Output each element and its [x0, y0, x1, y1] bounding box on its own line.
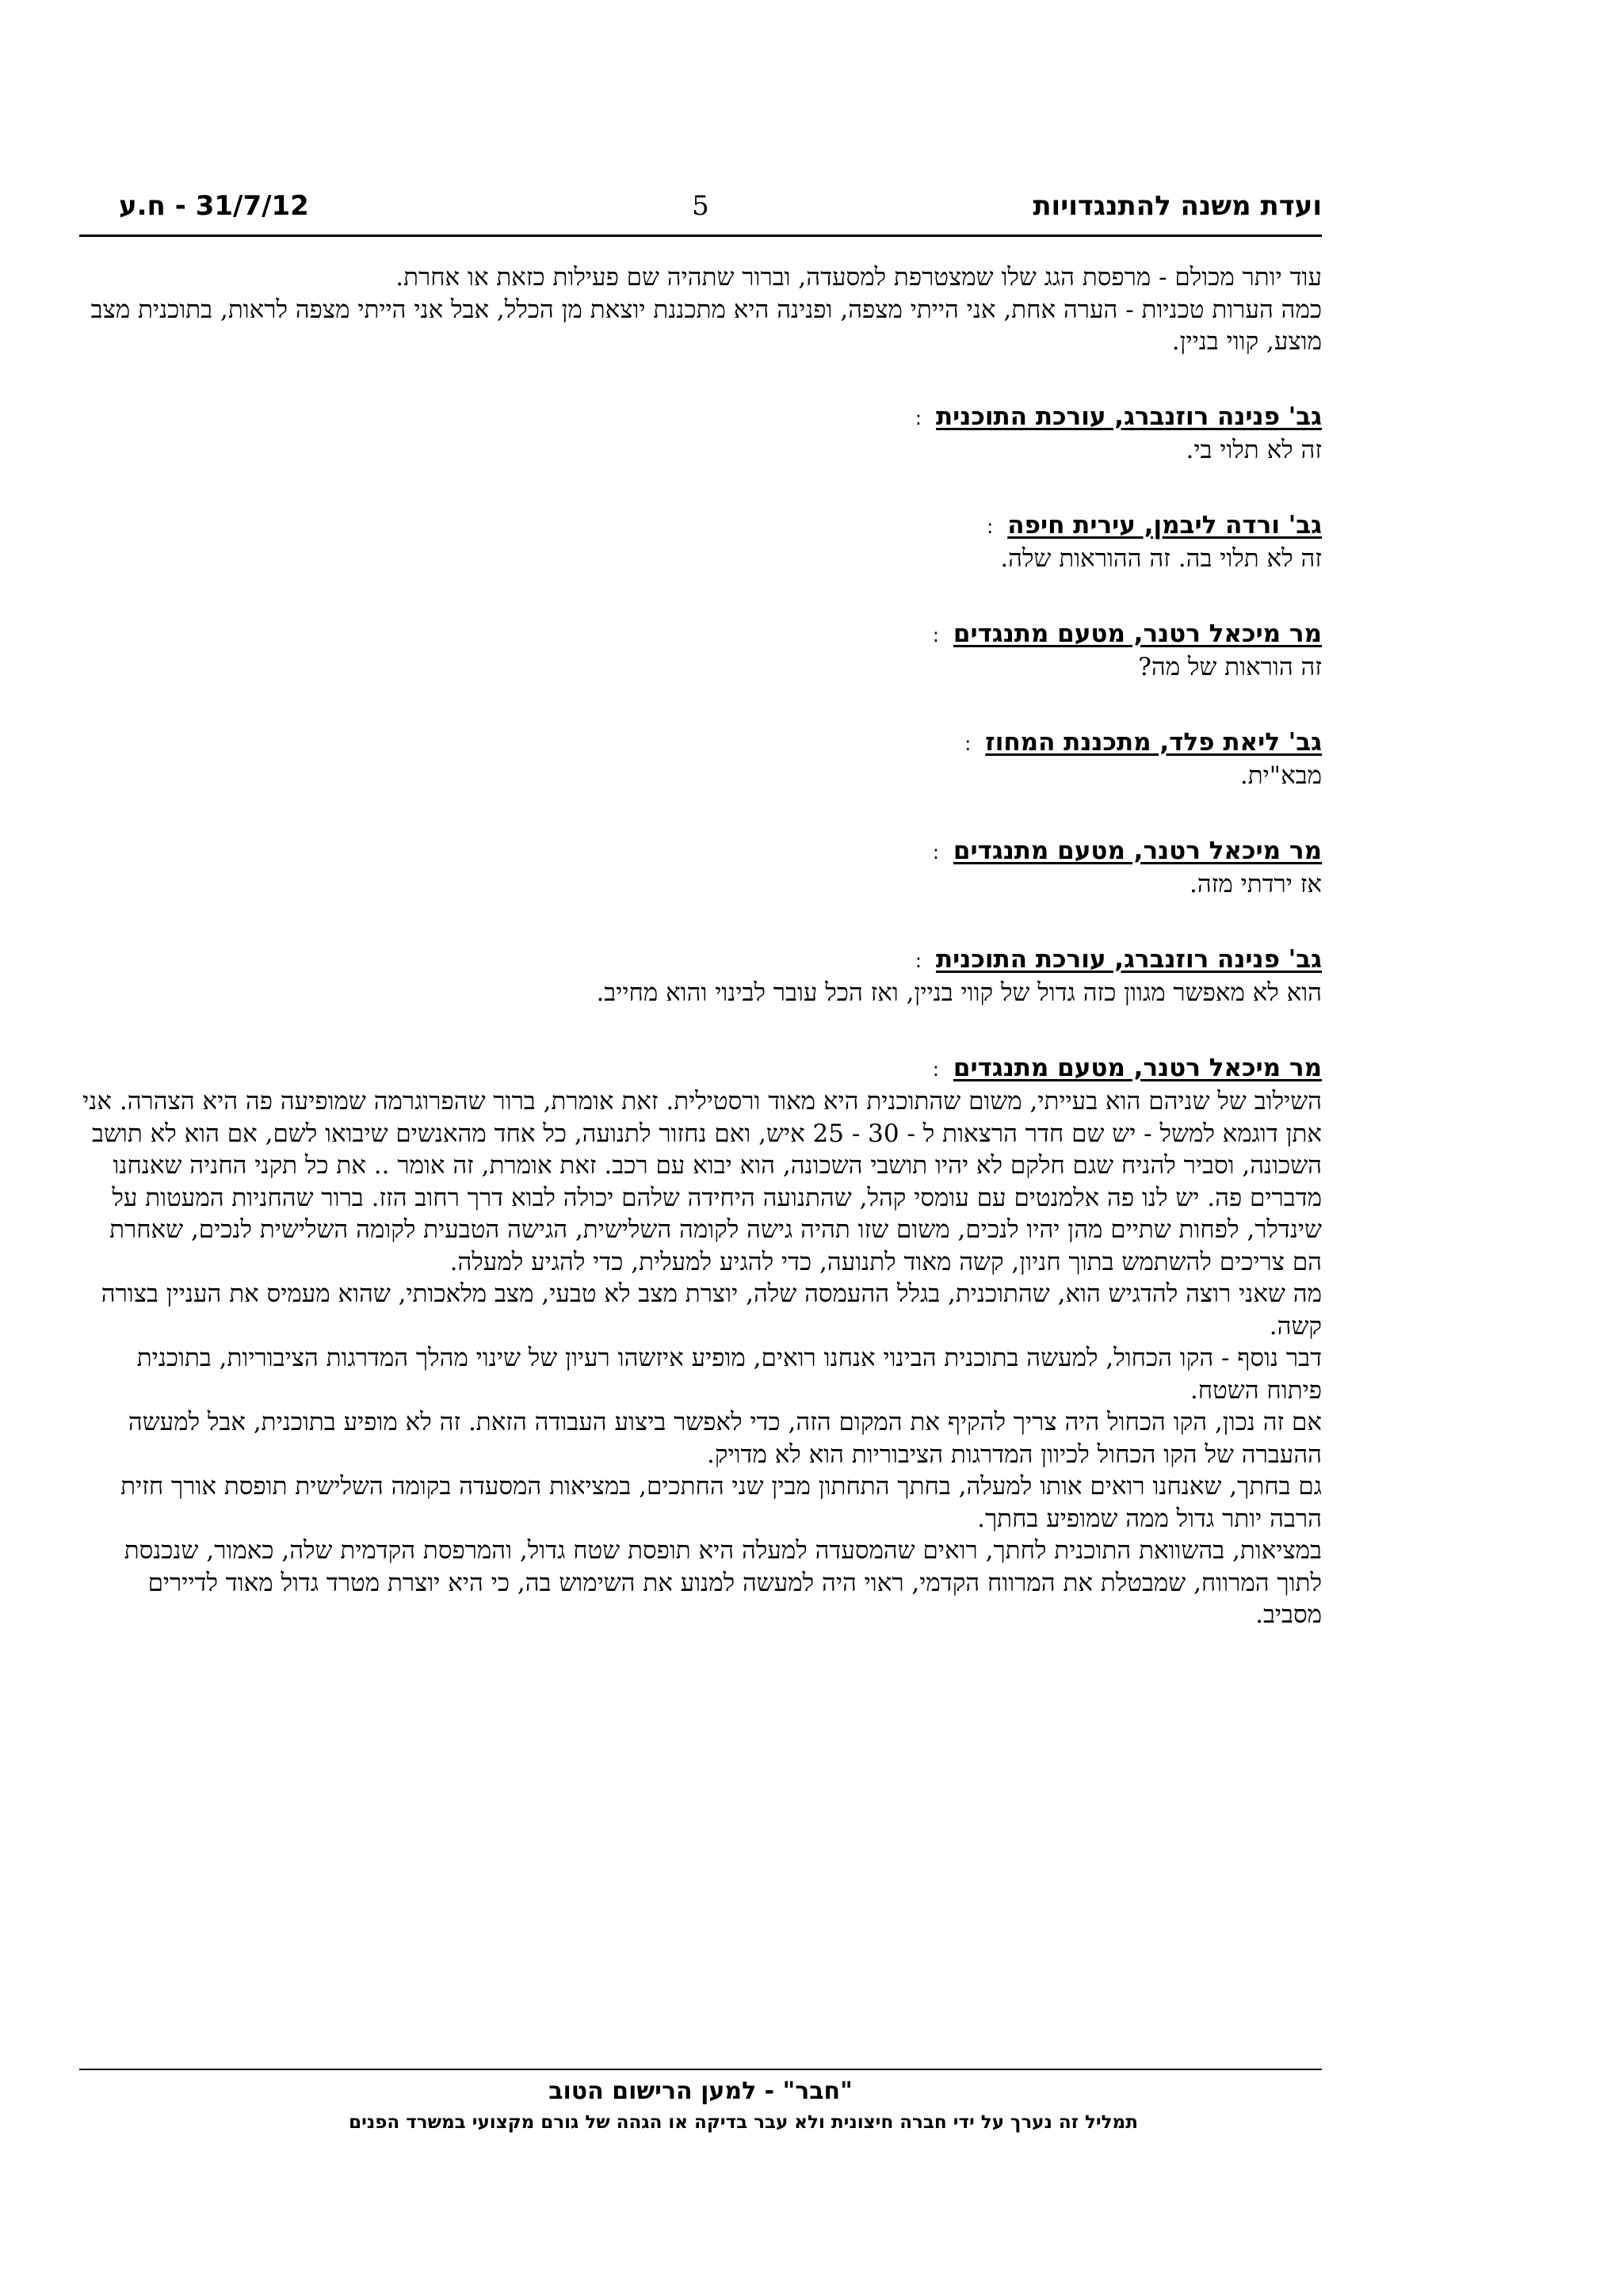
speaker-colon: : [987, 515, 994, 538]
speaker-colon: : [932, 841, 939, 864]
speaker-block [79, 944, 1322, 1009]
speaker-name: מר מיכאל רטנר, מטעם מתנגדים [953, 1053, 1322, 1082]
speech-text: זה לא תלוי בי. [1186, 436, 1322, 464]
speech-text: גם בחתך, שאנחנו רואים אותו למעלה, בחתך התחתון מבין שני החתכים, במציאות המסעדה בקומה השלישית תופסת אורך חזית הרבה יותר גדול ממה שמופיע בחתך. [120, 1472, 1322, 1533]
speaker-name: גב' פנינה רוזנברג, עורכת התוכנית [936, 402, 1322, 431]
speaker-colon: : [932, 624, 939, 646]
committee-title: ועדת משנה להתנגדויות [1033, 190, 1322, 222]
speaker-name: גב' פנינה רוזנברג, עורכת התוכנית [936, 944, 1322, 974]
speech-text: מה שאני רוצה להדגיש הוא, שהתוכנית, בגלל ההעמסה שלה, יוצרת מצב לא טבעי, מצב מלאכותי, שהוא מעמיס את העניין בצורה קשה. [101, 1280, 1322, 1341]
speech-text: זה לא תלוי בה. זה ההוראות שלה. [1000, 544, 1322, 573]
speaker-block [79, 835, 1322, 901]
speaker-name: מר מיכאל רטנר, מטעם מתנגדים [953, 836, 1322, 865]
speaker-block [79, 401, 1322, 467]
speech-text: הוא לא מאפשר מגוון כזה גדול של קווי בניין, ואז הכל עובר לבינוי והוא מחייב. [596, 978, 1322, 1007]
speech-text: אז ירדתי מזה. [1190, 870, 1322, 898]
speaker-block [79, 727, 1322, 792]
speech-text: השילוב של שניהם הוא בעייתי, משום שהתוכנית היא מאוד ורסטילית. זאת אומרת, ברור שהפרוגרמה שמופיעה פה היא הצהרה. אני אתן דוגמא למשל - יש שם חדר הרצאות ל - 30 - 25 איש, ואם נחזור לתנועה, כל אחד מהאנשים שיבואו לשם, אם הוא לא תושב השכונה, וסביר להניח שגם חלקם לא יהיו תושבי השכונה, הוא יבוא עם רכב. זאת אומרת, זה אומר .. את כל תקני החניה שאנחנו מדברים פה. יש לנו פה אלמנטים עם עומסי קהל, שהתנועה היחידה שלהם יכולה לבוא דרך רחוב הזז. ברור שהחניות המעטות על שינדלר, לפחות שתיים מהן יהיו לנכים, משום שזו תהיה גישה לקומה השלישית, הגישה הטבעית לקומה השלישית לנכים, שאחרת הם צריכים להשתמש בתוך חניון, קשה מאוד לתנועה, כדי להגיע למעלית, כדי להגיע למעלה. [82, 1087, 1322, 1276]
speaker-block [79, 618, 1322, 684]
speech-text: אם זה נכון, הקו הכחול היה צריך להקיף את המקום הזה, כדי לאפשר ביצוע העבודה הזאת. זה לא מופיע בתוכנית, אבל למעשה ההעברה של הקו הכחול לכיוון המדרגות הציבוריות הוא לא מדויק. [128, 1408, 1322, 1469]
speaker-name: גב' ליאת פלד, מתכננת המחוז [985, 727, 1322, 757]
footer-divider [79, 2069, 1322, 2070]
footer-disclaimer: תמליל זה נערך על ידי חברה חיצונית ולא עבר בדיקה או הגהה של גורם מקצועי במשרד הפנים [349, 2112, 1138, 2133]
speech-text: דבר נוסף - הקו הכחול, למעשה בתוכנית הבינוי אנחנו רואים, מופיע איזשהו רעיון של שינוי מהלך המדרגות הציבוריות, בתוכנית פיתוח השטח. [136, 1344, 1322, 1405]
page-header [79, 190, 1322, 237]
speaker-colon: : [915, 949, 922, 972]
speech-text: מבא"ית. [1239, 761, 1322, 790]
document-page [79, 0, 1322, 2296]
speaker-colon: : [964, 732, 972, 755]
speaker-name: גב' ורדה ליבמן, עירית חיפה [1007, 510, 1322, 540]
page-number: 5 [692, 190, 709, 222]
footer-title: "חבר" - למען הרישום הטוב [548, 2077, 853, 2105]
speaker-block [79, 1052, 1322, 1631]
speaker-name: מר מיכאל רטנר, מטעם מתנגדים [953, 619, 1322, 648]
speaker-colon: : [915, 406, 922, 429]
speech-text: במציאות, בהשוואת התוכנית לחתך, רואים שהמסעדה למעלה היא תופסת שטח גדול, והמרפסת הקדמית שלה, כאמור, שנכנסת לתוך המרווח, שמבטלת את המרווח הקדמי, ראוי היה למעשה למנוע את השימוש בה, כי היא יוצרת מטרד גדול מאוד לדיירים מסביב. [124, 1536, 1322, 1629]
intro-paragraph: כמה הערות טכניות - הערה אחת, אני הייתי מצפה, ופנינה היא מתכננת יוצאת מן הכלל, אבל אני הייתי מצפה לראות, בתוכנית מצב מוצע, קווי בניין. [90, 295, 1322, 356]
speech-text: זה הוראות של מה? [1138, 653, 1322, 681]
intro-paragraph: עוד יותר מכולם - מרפסת הגג שלו שמצטרפת למסעדה, וברור שתהיה שם פעילות כזאת או אחרת. [395, 263, 1322, 292]
speaker-colon: : [932, 1058, 939, 1081]
transcript-body [79, 261, 1322, 1631]
speaker-block [79, 509, 1322, 575]
date-initials: 31/7/12 - ח.ע [119, 190, 309, 222]
